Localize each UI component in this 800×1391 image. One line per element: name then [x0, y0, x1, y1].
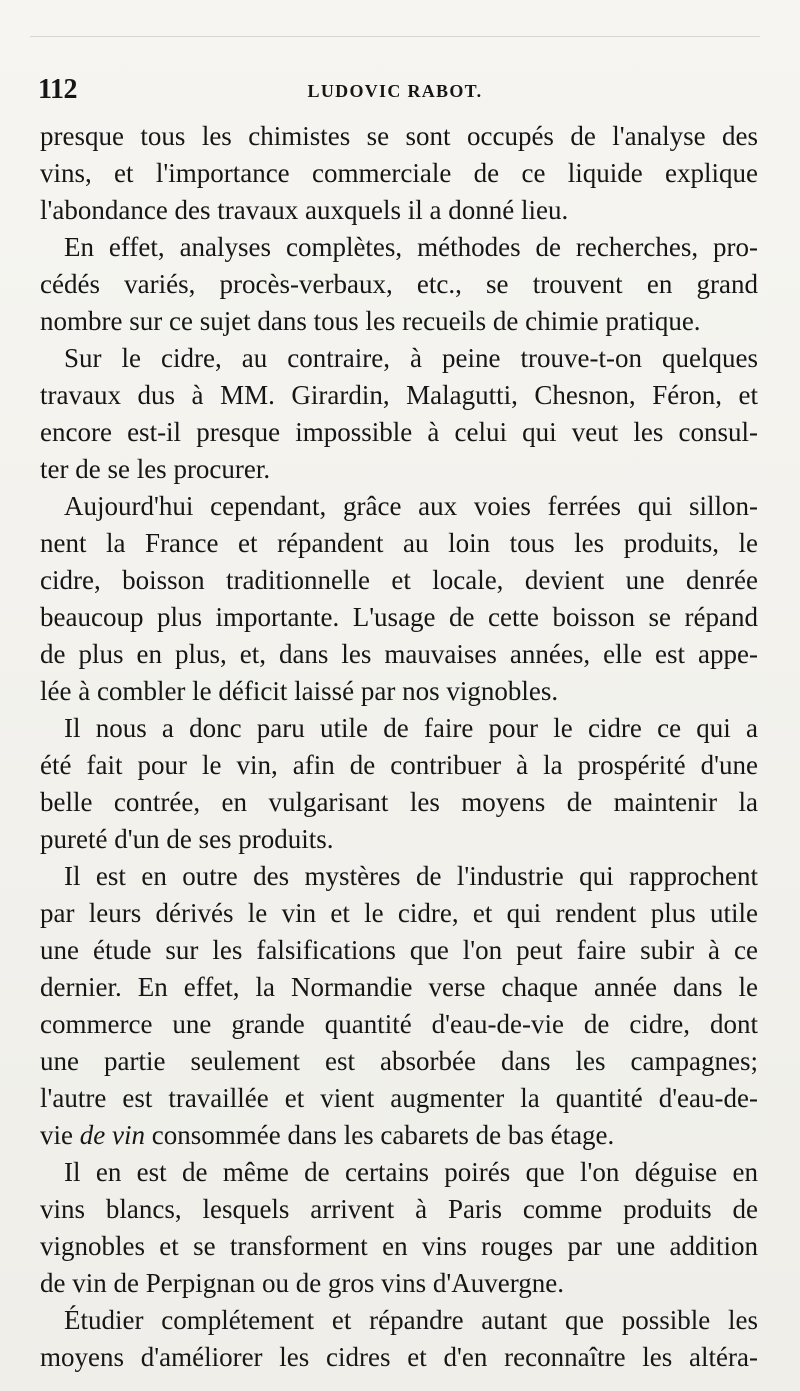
- text-line: vins blancs, lesquels arrivent à Paris comme produits de: [40, 1194, 758, 1224]
- text-line: une partie seulement est absorbée dans les campagnes;: [40, 1046, 758, 1076]
- text-segment: vie: [40, 1120, 80, 1150]
- text-line: encore est-il presque impossible à celui qui veut les consul-: [40, 417, 758, 447]
- text-line: pureté d'un de ses produits.: [40, 824, 334, 854]
- paragraph: [40, 118, 758, 229]
- text-line: Étudier complétement et répandre autant que possible les: [64, 1305, 758, 1335]
- page-header: [38, 74, 752, 108]
- top-rule: [30, 36, 760, 37]
- text-line: vins, et l'importance commerciale de ce liquide explique: [40, 158, 758, 188]
- text-line: Il en est de même de certains poirés que l'on déguise en: [64, 1157, 758, 1187]
- text-line: moyens d'améliorer les cidres et d'en reconnaître les altéra-: [40, 1342, 758, 1372]
- paragraph: [40, 340, 758, 488]
- paragraph: [40, 488, 758, 710]
- text-line: cédés variés, procès-verbaux, etc., se trouvent en grand: [40, 269, 758, 299]
- text-line: travaux dus à MM. Girardin, Malagutti, Chesnon, Féron, et: [40, 380, 758, 410]
- page-body: [40, 118, 758, 1376]
- text-line: beaucoup plus importante. L'usage de cette boisson se répand: [40, 602, 758, 632]
- text-line: belle contrée, en vulgarisant les moyens de maintenir la: [40, 787, 758, 817]
- paragraph: [40, 1154, 758, 1302]
- text-line: commerce une grande quantité d'eau-de-vie de cidre, dont: [40, 1009, 758, 1039]
- text-line: de plus en plus, et, dans les mauvaises années, elle est appe-: [40, 639, 758, 669]
- text-line: vignobles et se transforment en vins rouges par une addition: [40, 1231, 758, 1261]
- text-line: nombre sur ce sujet dans tous les recueils de chimie pratique.: [40, 306, 701, 336]
- text-line: dernier. En effet, la Normandie verse chaque année dans le: [40, 972, 758, 1002]
- page-number: 112: [38, 74, 77, 105]
- text-line: une étude sur les falsifications que l'on peut faire subir à ce: [40, 935, 758, 965]
- text-line: ter de se les procurer.: [40, 454, 271, 484]
- text-line: Aujourd'hui cependant, grâce aux voies ferrées qui sillon-: [64, 491, 758, 521]
- text-line: par leurs dérivés le vin et le cidre, et qui rendent plus utile: [40, 898, 758, 928]
- text-line: presque tous les chimistes se sont occupés de l'analyse des: [40, 121, 758, 151]
- text-line: cidre, boisson traditionnelle et locale, devient une denrée: [40, 565, 758, 595]
- text-line: nent la France et répandent au loin tous les produits, le: [40, 528, 758, 558]
- text-line: [40, 1117, 758, 1154]
- text-line: lée à combler le déficit laissé par nos vignobles.: [40, 676, 559, 706]
- paragraph: [40, 229, 758, 340]
- text-line: Il est en outre des mystères de l'industrie qui rapprochent: [64, 861, 758, 891]
- paragraph: [40, 710, 758, 858]
- text-line: Il nous a donc paru utile de faire pour le cidre ce qui a: [64, 713, 758, 743]
- text-line: En effet, analyses complètes, méthodes de recherches, pro-: [64, 232, 758, 262]
- paragraph: [40, 1302, 758, 1376]
- italic-text: de vin: [79, 1120, 145, 1150]
- paragraph: [40, 858, 758, 1154]
- running-title: LUDOVIC RABOT.: [307, 81, 483, 101]
- text-line: été fait pour le vin, afin de contribuer à la prospérité d'une: [40, 750, 758, 780]
- text-line: de vin de Perpignan ou de gros vins d'Auvergne.: [40, 1268, 565, 1298]
- text-line: Sur le cidre, au contraire, à peine trouve-t-on quelques: [64, 343, 758, 373]
- text-segment: consommée dans les cabarets de bas étage.: [144, 1120, 615, 1150]
- text-line: l'abondance des travaux auxquels il a donné lieu.: [40, 195, 569, 225]
- text-line: l'autre est travaillée et vient augmenter la quantité d'eau-de-: [40, 1083, 758, 1113]
